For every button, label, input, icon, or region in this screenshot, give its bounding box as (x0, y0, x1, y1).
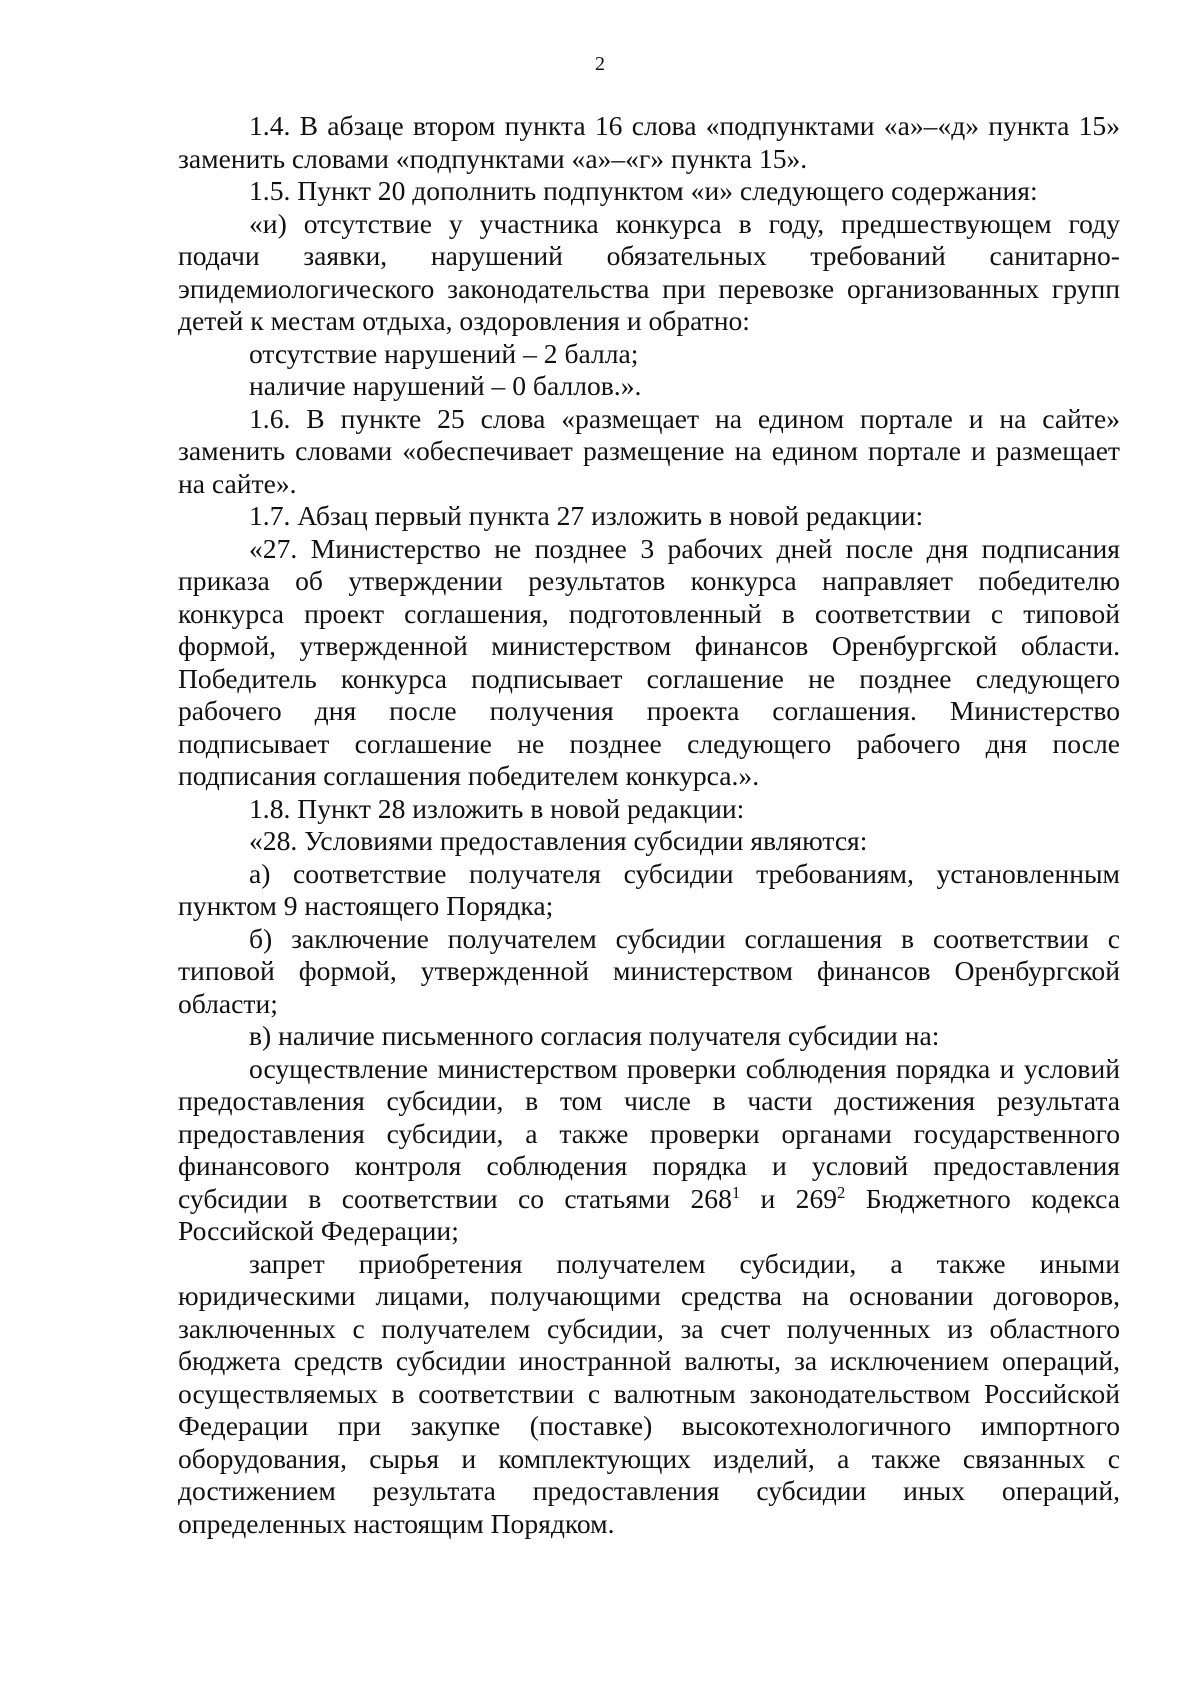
subitem-i: «и) отсутствие у участника конкурса в году, предшествующем году подачи заявки, нарушений обязательных требований санитарно-эпидемиологического законодательства при перевозке организованных групп детей к местам отдыха, оздоровления и обратно: (178, 207, 1120, 336)
page-number: 2 (595, 53, 605, 75)
paragraph-1-7: 1.7. Абзац первый пункта 27 изложить в новой редакции: (249, 500, 924, 531)
superscript-2: 2 (837, 1182, 846, 1202)
score-no-violations: отсутствие нарушений – 2 балла; (249, 337, 639, 369)
budget-text-part-1: осуществление министерством проверки соблюдения порядка и условий предоставления субсидии, в том числе в части достижения результата предоставления субсидии, а также проверки органами государственного финансового контроля соблюдения порядка и условий предоставления субсидии в соответствии со статьями 268 (178, 1052, 1120, 1214)
budget-code-paragraph (178, 1053, 1120, 1248)
paragraph-1-4: 1.4. В абзаце втором пункта 16 слова «подпунктами «а»–«д» пункта 15» заменить словами «подпунктами «а»–«г» пункта 15». (178, 110, 1120, 174)
budget-text-part-3: Бюджетного кодекса Российской Федерации; (178, 1182, 1120, 1246)
condition-a: а) соответствие получателя субсидии требованиям, установленным пунктом 9 настоящего Порядка; (178, 857, 1120, 921)
budget-text-part-2: и 269 (740, 1182, 838, 1214)
document-body (178, 110, 1120, 1540)
paragraph-28: «28. Условиями предоставления субсидии являются: (249, 825, 868, 856)
condition-b: б) заключение получателем субсидии соглашения в соответствии с типовой формой, утвержденной министерством финансов Оренбургской области; (178, 922, 1120, 1019)
paragraph-1-5: 1.5. Пункт 20 дополнить подпунктом «и» следующего содержания: (249, 175, 1038, 206)
currency-prohibition-paragraph: запрет приобретения получателем субсидии, а также иными юридическими лицами, получающими средства на основании договоров, заключенных с получателем субсидии, за счет полученных из областного бюджета средств субсидии иностранной валюты, за исключением операций, осуществляемых в соответствии с валютным законодательством Российской Федерации при закупке (поставке) высокотехнологичного импортного оборудования, сырья и комплектующих изделий, а также связанных с достижением результата предоставления субсидии иных операций, определенных настоящим Порядком. (178, 1247, 1120, 1539)
superscript-1: 1 (731, 1182, 741, 1202)
condition-v: в) наличие письменного согласия получателя субсидии на: (249, 1020, 940, 1051)
paragraph-27: «27. Министерство не позднее 3 рабочих дней после дня подписания приказа об утверждении результатов конкурса направляет победителю конкурса проект соглашения, подготовленный в соответствии с типовой формой, утвержденной министерством финансов Оренбургской области. Победитель конкурса подписывает соглашение не позднее следующего рабочего дня после получения проекта соглашения. Министерство подписывает соглашение не позднее следующего рабочего дня после подписания соглашения победителем конкурса.». (178, 532, 1120, 791)
score-violations: наличие нарушений – 0 баллов.». (249, 370, 642, 401)
paragraph-1-6: 1.6. В пункте 25 слова «размещает на едином портале и на сайте» заменить словами «обеспечивает размещение на едином портале и размещает на сайте». (178, 402, 1120, 499)
paragraph-1-8: 1.8. Пункт 28 изложить в новой редакции: (249, 792, 745, 824)
